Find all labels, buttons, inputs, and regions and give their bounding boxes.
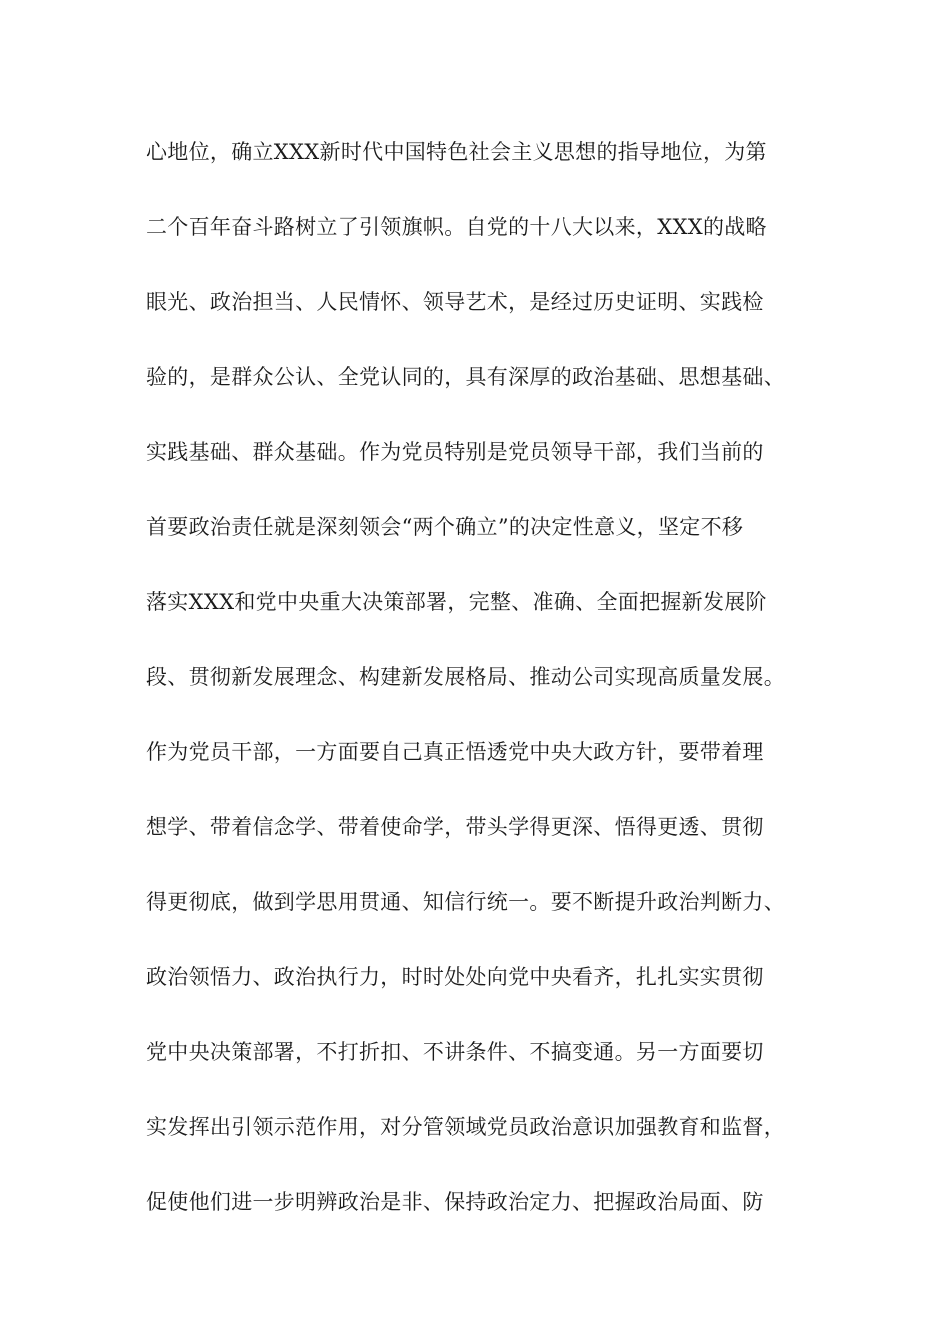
body-text — [146, 130, 816, 1255]
text-line: 实践基础、群众基础。作为党员特别是党员领导干部，我们当前的 — [146, 440, 764, 464]
text-line: 政治领悟力、政治执行力，时时处处向党中央看齐，扎扎实实贯彻 — [146, 965, 764, 989]
text-line: 落实XXX和党中央重大决策部署，完整、准确、全面把握新发展阶 — [146, 590, 767, 614]
text-line: 二个百年奋斗路树立了引领旗帜。自党的十八大以来，XXX的战略 — [146, 215, 767, 239]
text-line: 促使他们进一步明辨政治是非、保持政治定力、把握政治局面、防 — [146, 1190, 764, 1214]
text-line: 作为党员干部，一方面要自己真正悟透党中央大政方针，要带着理 — [146, 740, 764, 764]
text-line: 验的，是群众公认、全党认同的，具有深厚的政治基础、思想基础、 — [146, 365, 785, 389]
text-line: 想学、带着信念学、带着使命学，带头学得更深、悟得更透、贯彻 — [146, 815, 764, 839]
text-line: 眼光、政治担当、人民情怀、领导艺术，是经过历史证明、实践检 — [146, 290, 764, 314]
text-line: 实发挥出引领示范作用，对分管领域党员政治意识加强教育和监督， — [146, 1115, 785, 1139]
text-line: 段、贯彻新发展理念、构建新发展格局、推动公司实现高质量发展。 — [146, 665, 785, 689]
text-line: 心地位，确立XXX新时代中国特色社会主义思想的指导地位，为第 — [146, 140, 767, 164]
text-line: 首要政治责任就是深刻领会“两个确立”的决定性意义，坚定不移 — [146, 515, 744, 539]
text-line: 党中央决策部署，不打折扣、不讲条件、不搞变通。另一方面要切 — [146, 1040, 764, 1064]
text-line: 得更彻底，做到学思用贯通、知信行统一。要不断提升政治判断力、 — [146, 890, 785, 914]
